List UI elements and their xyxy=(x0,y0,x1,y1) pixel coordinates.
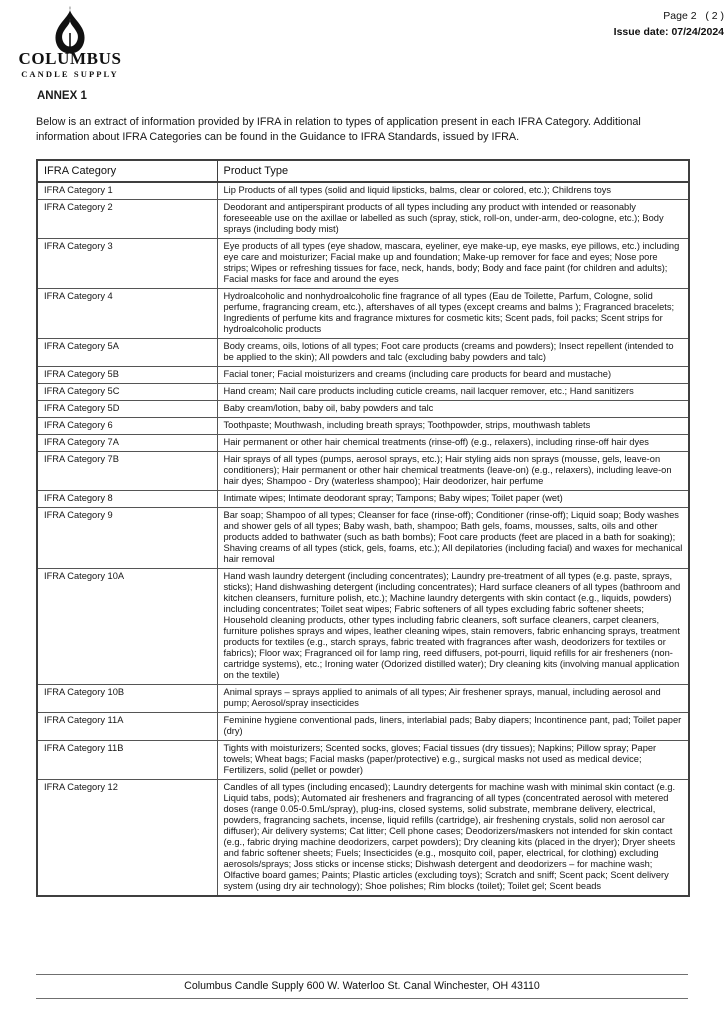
logo-company-name: COLUMBUS xyxy=(18,49,122,68)
ifra-category-table xyxy=(36,159,690,897)
table-row xyxy=(37,289,689,339)
ifra-category-cell: IFRA Category 7A xyxy=(37,435,217,452)
product-type-cell: Candles of all types (including encased); Laundry detergents for machine wash with minimal skin contact (e.g. Liquid tabs, pods); Automated air fresheners and fragrancing of all types (concentrated aerosol with metered doses (range 0.05-0.5mL/spray), plug-ins, closed systems, solid substrate, membrane delivery, electrical, powders, fragrancing sachets, incense, liquid refills (cartridge), air freshening crystals, solid non aerosol car diffuser); Air delivery systems; Cat litter; Cell phone cases; Deodorizers/maskers not intended for skin contact (e.g., fabric drying machine deodorizers, carpet powders); Dry cleaning kits (placed in the dryer); Dryer sheets and fabric softener sheets; Fuels; Insecticides (e.g., mosquito coil, paper, electrical, for clothing) excluding aerosols/sprays; Joss sticks or incense sticks; Dishwash detergent and deodorizers – for machine wash; Olfactive board games; Paints; Plastic articles (excluding toys); Scratch and sniff; Scent pack; Scent delivery system (using dry air technology); Shoe polishes; Rim blocks (toilet); Toilet gel; Scent beads xyxy=(217,780,689,897)
product-type-cell: Eye products of all types (eye shadow, mascara, eyeliner, eye make-up, eye masks, eye pillows, etc.) including eye care and moisturizer; Facial make up and foundation; Make-up remover for face and eyes; Nose pore strips; Wipes or refreshing tissues for face, neck, hands, body; Body and face paint (for children and adults); Facial masks for face and around the eyes xyxy=(217,239,689,289)
table-row xyxy=(37,239,689,289)
table-row xyxy=(37,713,689,741)
ifra-category-cell: IFRA Category 6 xyxy=(37,418,217,435)
annex-heading: ANNEX 1 xyxy=(37,90,87,102)
ifra-category-cell: IFRA Category 12 xyxy=(37,780,217,897)
product-type-cell: Body creams, oils, lotions of all types; Foot care products (creams and powders); Insect repellent (intended to be applied to the skin); All powders and talc (excluding baby powders and talc) xyxy=(217,339,689,367)
product-type-cell: Tights with moisturizers; Scented socks, gloves; Facial tissues (dry tissues); Napkins; Pillow spray; Paper towels; Wheat bags; Facial masks (paper/protective) e.g., surgical masks not used as medical device; Fertilizers, solid (pellet or powder) xyxy=(217,741,689,780)
table-row xyxy=(37,508,689,569)
product-type-cell: Deodorant and antiperspirant products of all types including any product with intended or reasonably foreseeable use on the axillae or labelled as such (spray, stick, roll-on, under-arm, deo-cologne, etc.); Body sprays (including body mist) xyxy=(217,200,689,239)
table-row xyxy=(37,200,689,239)
table-row xyxy=(37,491,689,508)
ifra-category-cell: IFRA Category 11B xyxy=(37,741,217,780)
page-content xyxy=(0,90,724,897)
product-type-cell: Intimate wipes; Intimate deodorant spray; Tampons; Baby wipes; Toilet paper (wet) xyxy=(217,491,689,508)
column-header-product-type: Product Type xyxy=(217,160,689,182)
product-type-cell: Toothpaste; Mouthwash, including breath sprays; Toothpowder, strips, mouthwash tablets xyxy=(217,418,689,435)
intro-paragraph: Below is an extract of information provided by IFRA in relation to types of application present in each IFRA Category. Additional information about IFRA Categories can be found in the Guidance to IFRA Standards, issued by IFRA. xyxy=(36,116,641,143)
flame-icon xyxy=(48,6,92,54)
product-type-cell: Hair permanent or other hair chemical treatments (rinse-off) (e.g., relaxers), including rinse-off hair dyes xyxy=(217,435,689,452)
page-footer xyxy=(36,974,688,999)
page-info xyxy=(614,10,724,38)
ifra-category-cell: IFRA Category 7B xyxy=(37,452,217,491)
ifra-category-cell: IFRA Category 5A xyxy=(37,339,217,367)
table-row xyxy=(37,569,689,685)
table-header xyxy=(37,160,689,182)
table-header-row xyxy=(37,160,689,182)
ifra-category-cell: IFRA Category 5D xyxy=(37,401,217,418)
table-row xyxy=(37,384,689,401)
issue-date-label: Issue date: 07/24/2024 xyxy=(613,26,724,38)
table-row xyxy=(37,367,689,384)
product-type-cell: Facial toner; Facial moisturizers and creams (including care products for beard and mustache) xyxy=(217,367,689,384)
footer-address: Columbus Candle Supply 600 W. Waterloo St. Canal Winchester, OH 43110 xyxy=(184,980,540,992)
product-type-cell: Baby cream/lotion, baby oil, baby powders and talc xyxy=(217,401,689,418)
product-type-cell: Hand cream; Nail care products including cuticle creams, nail lacquer remover, etc.; Hand sanitizers xyxy=(217,384,689,401)
company-logo xyxy=(14,6,126,79)
ifra-category-cell: IFRA Category 5B xyxy=(37,367,217,384)
product-type-cell: Feminine hygiene conventional pads, liners, interlabial pads; Baby diapers; Incontinence pant, pad; Toilet paper (dry) xyxy=(217,713,689,741)
ifra-category-cell: IFRA Category 11A xyxy=(37,713,217,741)
table-row xyxy=(37,339,689,367)
table-row xyxy=(37,685,689,713)
ifra-category-cell: IFRA Category 10B xyxy=(37,685,217,713)
ifra-category-cell: IFRA Category 1 xyxy=(37,182,217,200)
table-row xyxy=(37,452,689,491)
table-row xyxy=(37,435,689,452)
table-row xyxy=(37,182,689,200)
ifra-table-body xyxy=(37,182,689,896)
ifra-category-cell: IFRA Category 3 xyxy=(37,239,217,289)
table-row xyxy=(37,401,689,418)
product-type-cell: Hair sprays of all types (pumps, aerosol sprays, etc.); Hair styling aids non sprays (mousse, gels, leave-on conditioners); Hair permanent or other hair chemical treatments (leave-on) (e.g., relaxers), including leave-on hair dyes; Shampoo - Dry (waterless shampoo); Hair deodorizer, hair perfume xyxy=(217,452,689,491)
logo-company-subtitle: CANDLE SUPPLY xyxy=(21,69,119,79)
ifra-category-cell: IFRA Category 9 xyxy=(37,508,217,569)
product-type-cell: Hand wash laundry detergent (including concentrates); Laundry pre-treatment of all types (e.g. paste, sprays, sticks); Hand dishwashing detergent (including concentrates); Hard surface cleaners of all types (bathroom and kitchen cleansers, furniture polish, etc.); Machine laundry detergents with skin contact (e.g., liquids, powders) including concentrates; Toilet seat wipes; Fabric softeners of all types excluding fabric softener sheets; Household cleaning products, other types including fabric cleaners, soft surface cleaners, carpet cleaners, furniture polishes sprays and wipes, leather cleaning wipes, stain removers, fabric enhancing sprays, treatment products for textiles (e.g., starch sprays, fabric treated with fragrances after wash, deodorizers for textiles or fabrics); Floor wax; Fragranced oil for lamp ring, reed diffusers, pot-pourri, liquid refills for air fresheners (non-cartridge systems), etc.; Ironing water (Odorized distilled water); Dry cleaning kits (involving manual application on the textile) xyxy=(217,569,689,685)
page-number-label: Page 2 ( 2 ) xyxy=(663,10,724,22)
product-type-cell: Hydroalcoholic and nonhydroalcoholic fine fragrance of all types (Eau de Toilette, Parfum, Cologne, solid perfume, fragrancing cream, etc.), aftershaves of all types (except creams and balms ); Fragranced bracelets; Ingredients of perfume kits and fragrance mixtures for cosmetic kits; Scent pads, foil packs; Scent strips for hydroalcoholic products xyxy=(217,289,689,339)
column-header-ifra-category: IFRA Category xyxy=(37,160,217,182)
table-row xyxy=(37,741,689,780)
product-type-cell: Animal sprays – sprays applied to animals of all types; Air freshener sprays, manual, including aerosol and pump; Aerosol/spray insecticides xyxy=(217,685,689,713)
table-row xyxy=(37,418,689,435)
ifra-category-cell: IFRA Category 10A xyxy=(37,569,217,685)
product-type-cell: Bar soap; Shampoo of all types; Cleanser for face (rinse-off); Conditioner (rinse-off); Liquid soap; Body washes and shower gels of all types; Baby wash, bath, shampoo; Bath gels, foams, mousses, salts, oils and other products added to bathwater (such as bath bombs); Foot care products (feet are placed in a bath for soaking); Shaving creams of all types (stick, gels, foams, etc.); All depilatories (including facial) and waxes for mechanical hair removal xyxy=(217,508,689,569)
product-type-cell: Lip Products of all types (solid and liquid lipsticks, balms, clear or colored, etc.); Childrens toys xyxy=(217,182,689,200)
ifra-category-cell: IFRA Category 5C xyxy=(37,384,217,401)
page-header xyxy=(0,0,724,80)
ifra-category-cell: IFRA Category 2 xyxy=(37,200,217,239)
ifra-category-cell: IFRA Category 8 xyxy=(37,491,217,508)
ifra-category-cell: IFRA Category 4 xyxy=(37,289,217,339)
table-row xyxy=(37,780,689,897)
